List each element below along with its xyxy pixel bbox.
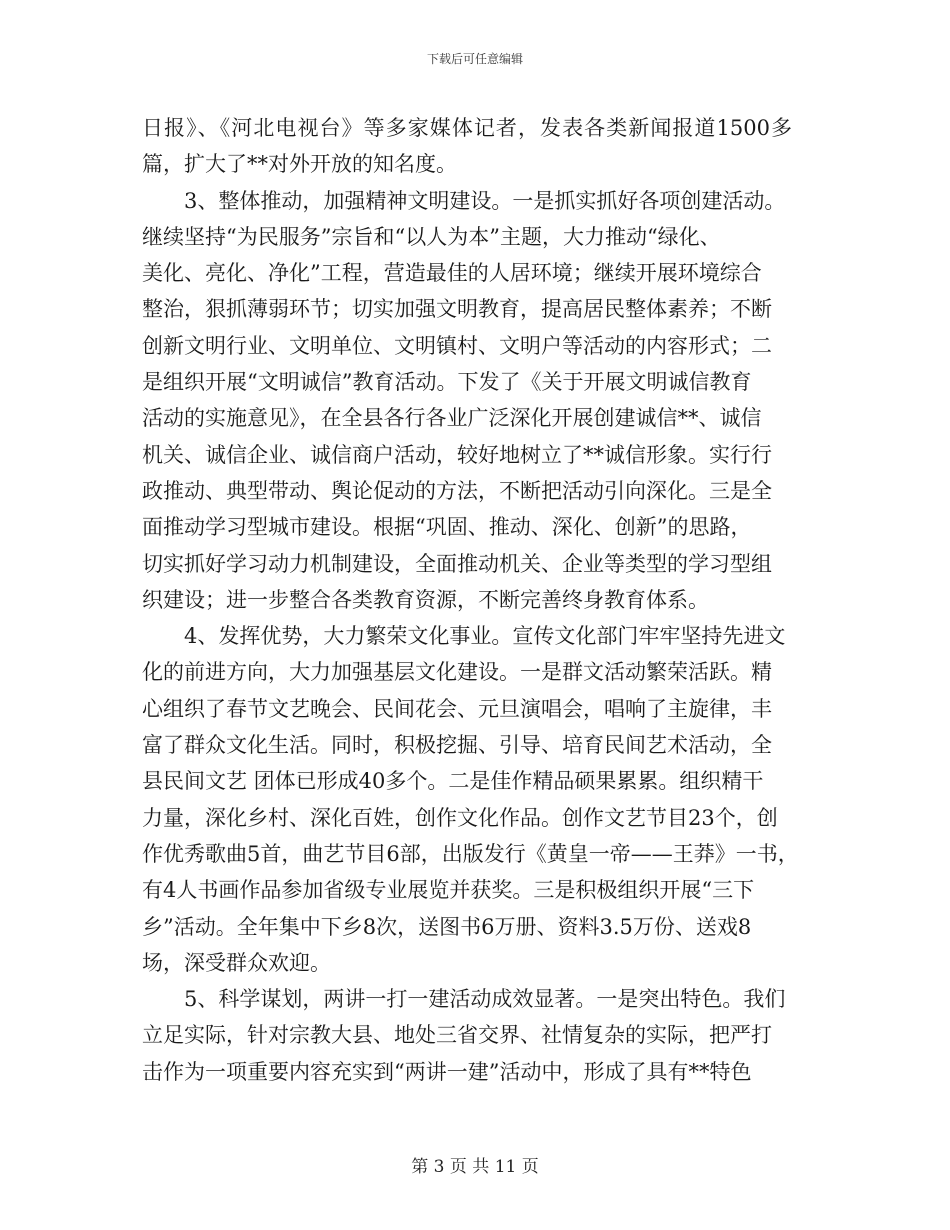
paragraph-line: 县民间文艺 团体已形成40多个。二是佳作精品硕果累累。组织精干 xyxy=(142,769,764,794)
paragraph-line: 化的前进方向，大力加强基层文化建设。一是群文活动繁荣活跃。精 xyxy=(142,660,772,685)
paragraph-line: 切实抓好学习动力机制建设，全面推动机关、企业等类型的学习型组 xyxy=(142,551,772,576)
paragraph-line: 整治，狠抓薄弱环节；切实加强文明教育，提高居民整体素养；不断 xyxy=(142,297,772,322)
paragraph-line: 3、整体推动，加强精神文明建设。一是抓实抓好各项创建活动。 xyxy=(184,188,786,213)
paragraph-line: 美化、亮化、净化”工程，营造最佳的人居环境；继续开展环境综合 xyxy=(142,261,762,286)
paragraph-line: 面推动学习型城市建设。根据“巩固、推动、深化、创新”的思路， xyxy=(142,515,752,540)
paragraph-line: 场，深受群众欢迎。 xyxy=(142,950,331,975)
paragraph-line: 日报》、《河北电视台》等多家媒体记者，发表各类新闻报道1500多 xyxy=(142,116,792,140)
page-number: 第 3 页 共 11 页 xyxy=(411,1157,539,1177)
paragraph-line: 4、发挥优势，大力繁荣文化事业。宣传文化部门牢牢坚持先进文 xyxy=(184,624,786,649)
paragraph-line: 活动的实施意见》，在全县各行各业广泛深化开展创建诚信**、诚信 xyxy=(142,406,762,431)
document-body xyxy=(142,110,822,1090)
paragraph-line: 5、科学谋划，两讲一打一建活动成效显著。一是突出特色。我们 xyxy=(184,987,786,1012)
paragraph-line: 创新文明行业、文明单位、文明镇村、文明户等活动的内容形式；二 xyxy=(142,333,772,358)
page-header: 下载后可任意编辑 xyxy=(426,52,523,66)
paragraph-line: 富了群众文化生活。同时，积极挖掘、引导、培育民间艺术活动，全 xyxy=(142,733,772,758)
paragraph-line: 织建设；进一步整合各类教育资源，不断完善终身教育体系。 xyxy=(142,587,709,612)
paragraph-line: 击作为一项重要内容充实到“两讲一建”活动中，形成了具有**特色 xyxy=(142,1059,752,1084)
paragraph-line: 篇，扩大了**对外开放的知名度。 xyxy=(142,152,457,177)
paragraph-line: 机关、诚信企业、诚信商户活动，较好地树立了**诚信形象。实行行 xyxy=(142,442,772,467)
paragraph-line: 心组织了春节文艺晚会、民间花会、元旦演唱会，唱响了主旋律，丰 xyxy=(142,696,772,721)
paragraph-line: 立足实际，针对宗教大县、地处三省交界、社情复杂的实际，把严打 xyxy=(142,1023,772,1048)
paragraph-line: 力量，深化乡村、深化百姓，创作文化作品。创作文艺节目23个，创 xyxy=(142,805,778,830)
paragraph-line: 作优秀歌曲5首，曲艺节目6部，出版发行《黄皇一帝——王莽》一书， xyxy=(142,841,799,866)
paragraph-line: 乡”活动。全年集中下乡8次，送图书6万册、资料3.5万份、送戏8 xyxy=(142,914,752,939)
paragraph-line: 是组织开展“文明诚信”教育活动。下发了《关于开展文明诚信教育 xyxy=(142,370,752,395)
paragraph-line: 有4人书画作品参加省级专业展览并获奖。三是积极组织开展“三下 xyxy=(142,878,755,903)
paragraph-line: 继续坚持“为民服务”宗旨和“以人为本”主题，大力推动“绿化、 xyxy=(142,224,721,249)
paragraph-line: 政推动、典型带动、舆论促动的方法，不断把活动引向深化。三是全 xyxy=(142,478,772,503)
